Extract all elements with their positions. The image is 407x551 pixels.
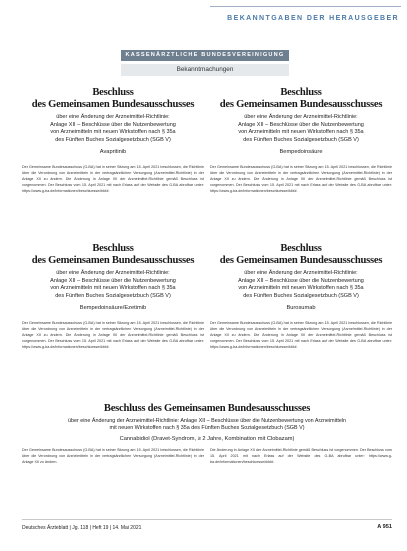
- article-title-line: des Gemeinsamen Bundesausschusses: [31, 254, 195, 266]
- article-title-line: des Gemeinsamen Bundesausschusses: [219, 98, 383, 110]
- article-bempedoinsaeure-ezetimib: [22, 243, 204, 351]
- article-subtitle-line: des Fünften Buches Sozialgesetzbuch (SGB V): [55, 136, 171, 143]
- article-title-line: Beschluss: [92, 87, 134, 98]
- section-header: BEKANNTGABEN DER HERAUSGEBER: [227, 15, 399, 22]
- article-body: Der Gemeinsame Bundesausschuss (G-BA) hat in seiner Sitzung am 15. April 2021 beschlossen, die Richtlinie über die Verordnung von Arzneimitteln in der vertragsärztlichen Versorgung (Arzneimittel-Richtlinie) in der Anlage XII zu ändern. Die Änderung in Anlage XII der Arzneimittel-Richtlinie gemäß Beschluss ist vorgenommen. Der Beschluss vom 15. April 2021 mit nach Erlass auf der Website des G-BA abrufbar unter: https://www.g-ba.de/informationen/beschluesse/####.: [22, 165, 204, 193]
- article-subtitle-line: über eine Änderung der Arzneimittel-Richtlinie:: [56, 270, 170, 276]
- article-drug: Burosumab: [286, 305, 316, 312]
- article-title-line: Beschluss: [92, 243, 134, 254]
- footer-publication: Deutsches Ärzteblatt | Jg. 118 | Heft 19 | 14. Mai 2021: [22, 525, 142, 531]
- article-subtitle-line: mit neuen Wirkstoffen nach § 35a des Fünften Buches Sozialgesetzbuch (SGB V): [109, 424, 305, 431]
- article-drug: Avapritinib: [99, 149, 127, 156]
- footer-page-number: A 951: [377, 524, 392, 530]
- article-drug: Bempedoinsäure/Ezetimib: [79, 305, 147, 312]
- article-title: [22, 87, 204, 110]
- article-subtitle-line: des Fünften Buches Sozialgesetzbuch (SGB V): [55, 292, 171, 299]
- article-subtitle-line: Anlage XII – Beschlüsse über die Nutzenbewertung: [50, 121, 176, 128]
- article-subtitle-line: Anlage XII – Beschlüsse über die Nutzenbewertung: [238, 121, 364, 128]
- article-title: [210, 243, 392, 266]
- article-subtitle-line: des Fünften Buches Sozialgesetzbuch (SGB V): [243, 136, 359, 143]
- article-subtitle-line: von Arzneimitteln mit neuen Wirkstoffen nach § 35a: [50, 285, 176, 292]
- article-bempedoinsaeure: [210, 87, 392, 195]
- article-title-line: Beschluss: [280, 87, 322, 98]
- article-subtitle: [22, 270, 204, 300]
- top-rule: [210, 6, 401, 7]
- article-subtitle-line: von Arzneimitteln mit neuen Wirkstoffen nach § 35a: [238, 285, 364, 292]
- article-title-line: des Gemeinsamen Bundesausschusses: [219, 254, 383, 266]
- article-subtitle-line: über eine Änderung der Arzneimittel-Richtlinie:: [244, 114, 358, 120]
- article-body-left: Der Gemeinsame Bundesausschuss (G-BA) hat in seiner Sitzung am 15. April 2021 beschlossen, die Richtlinie über die Verordnung von Arzneimitteln in der vertragsärztlichen Versorgung (Arzneimittel-Richtlinie) in der Anlage XII zu ändern.: [22, 447, 204, 464]
- article-title-line: Beschluss: [280, 243, 322, 254]
- article-subtitle-line: Anlage XII – Beschlüsse über die Nutzenbewertung: [50, 277, 176, 284]
- footer-rule: [22, 519, 392, 520]
- article-subtitle: [22, 114, 204, 144]
- article-title: [210, 87, 392, 110]
- article-body: Der Gemeinsame Bundesausschuss (G-BA) hat in seiner Sitzung am 15. April 2021 beschlossen, die Richtlinie über die Verordnung von Arzneimitteln in der vertragsärztlichen Versorgung (Arzneimittel-Richtlinie) in der Anlage XII zu ändern. Die Änderung in Anlage XII der Arzneimittel-Richtlinie gemäß Beschluss ist vorgenommen. Der Beschluss vom 15. April 2021 mit nach Erlass auf der Website des G-BA abrufbar unter: https://www.g-ba.de/informationen/beschluesse/####.: [210, 165, 392, 193]
- article-subtitle-line: Anlage XII – Beschlüsse über die Nutzenbewertung: [238, 277, 364, 284]
- article-body-columns: [22, 448, 392, 466]
- article-subtitle: [22, 418, 392, 432]
- kbv-subbanner: Bekanntmachungen: [121, 64, 289, 76]
- article-body-right: Die Änderung in Anlage XII der Arzneimittel-Richtlinie gemäß Beschluss ist vorgenommen. Der Beschluss vom 15. April 2021 mit nach Erlass auf der Website des G-BA abrufbar unter: https://www.g-ba.de/informationen/beschluesse/####.: [210, 447, 392, 464]
- article-subtitle: [210, 114, 392, 144]
- article-subtitle-line: über eine Änderung der Arzneimittel-Richtlinie: Anlage XII – Beschlüsse über die Nutzenbewertung von Arzneimitteln: [67, 417, 347, 424]
- article-drug: Bempedoinsäure: [279, 149, 323, 156]
- article-subtitle-line: über eine Änderung der Arzneimittel-Richtlinie:: [244, 270, 358, 276]
- article-drug: Cannabidiol (Dravet-Syndrom, ≥ 2 Jahre, Kombination mit Clobazam): [119, 435, 295, 442]
- article-subtitle-line: von Arzneimitteln mit neuen Wirkstoffen nach § 35a: [238, 129, 364, 136]
- article-cannabidiol: [22, 403, 392, 466]
- article-subtitle: [210, 270, 392, 300]
- article-title-line: des Gemeinsamen Bundesausschusses: [31, 98, 195, 110]
- article-body: Der Gemeinsame Bundesausschuss (G-BA) hat in seiner Sitzung am 15. April 2021 beschlossen, die Richtlinie über die Verordnung von Arzneimitteln in der vertragsärztlichen Versorgung (Arzneimittel-Richtlinie) in der Anlage XII zu ändern. Die Änderung in Anlage XII der Arzneimittel-Richtlinie gemäß Beschluss ist vorgenommen. Der Beschluss vom 15. April 2021 mit nach Erlass auf der Website des G-BA abrufbar unter: https://www.g-ba.de/informationen/beschluesse/####.: [210, 321, 392, 349]
- article-subtitle-line: des Fünften Buches Sozialgesetzbuch (SGB V): [243, 292, 359, 299]
- article-burosumab: [210, 243, 392, 351]
- article-title: [22, 243, 204, 266]
- article-subtitle-line: über eine Änderung der Arzneimittel-Richtlinie:: [56, 114, 170, 120]
- article-body: Der Gemeinsame Bundesausschuss (G-BA) hat in seiner Sitzung am 15. April 2021 beschlossen, die Richtlinie über die Verordnung von Arzneimitteln in der vertragsärztlichen Versorgung (Arzneimittel-Richtlinie) in der Anlage XII zu ändern. Die Änderung in Anlage XII der Arzneimittel-Richtlinie gemäß Beschluss ist vorgenommen. Der Beschluss vom 15. April 2021 mit nach Erlass auf der Website des G-BA abrufbar unter: https://www.g-ba.de/informationen/beschluesse/####.: [22, 321, 204, 349]
- article-title: Beschluss des Gemeinsamen Bundesausschusses: [103, 403, 311, 414]
- kbv-banner: KASSENÄRZTLICHE BUNDESVEREINIGUNG: [121, 50, 289, 61]
- article-avapritinib: [22, 87, 204, 195]
- article-subtitle-line: von Arzneimitteln mit neuen Wirkstoffen nach § 35a: [50, 129, 176, 136]
